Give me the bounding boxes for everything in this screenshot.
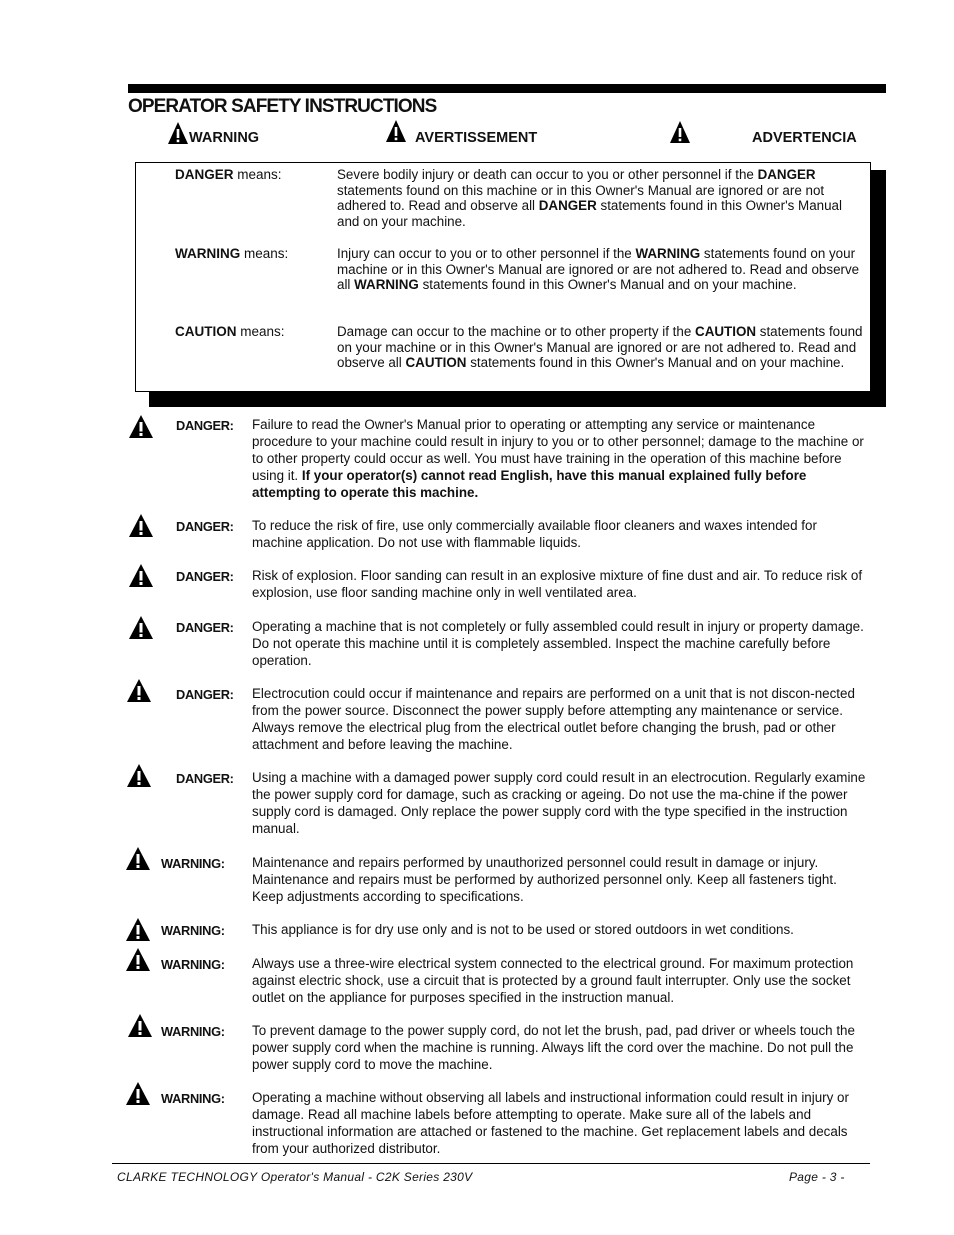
definition-text: Damage can occur to the machine or to other property if the CAUTION statements found on your machine or in this Owner's Manual are ignored or are not adhered to. Read and observe all CAUTION statements found in this Owner's Manual and on your machine. <box>337 324 863 371</box>
footer-title: CLARKE TECHNOLOGY Operator's Manual - C2K Series 230V <box>117 1170 473 1184</box>
item-text: Using a machine with a damaged power supply cord could result in an electrocution. Regularly examine the power supply cord for damage, such as cracking or ageing. Do not use the ma-chine if the power supply cord is damaged. Only replace the power supply cord with the type specified in the instruction manual. <box>252 770 866 836</box>
item-text: Operating a machine without observing all labels and instructional information could result in injury or damage. Read all machine labels before attempting to operate. Make sure all of the labels and instructional information are attached or fastened to the machine. Get replacement labels and decals from your authorized distributor. <box>252 1090 849 1156</box>
item-text: Maintenance and repairs performed by unauthorized personnel could result in damage or injury. Maintenance and repairs must be performed by authorized personnel only. Keep all fasteners tight. Keep adjustments according to specifications. <box>252 855 837 904</box>
item-label: DANGER: <box>176 418 234 433</box>
warning-triangle-icon <box>128 414 154 439</box>
item-label: WARNING: <box>161 1024 225 1039</box>
definition-text: Severe bodily injury or death can occur to you or other personnel if the DANGER statements found on this machine or in this Owner's Manual are ignored or are not adhered to. Read and observe all DANGER statements found in this Owner's Manual and on your machine. <box>337 167 842 230</box>
warning-triangle-icon <box>125 1081 151 1106</box>
warning-triangle-icon <box>128 563 154 588</box>
item-label: WARNING: <box>161 1091 225 1106</box>
item-text: Electrocution could occur if maintenance and repairs are performed on a unit that is not discon-nected from the power source. Disconnect the power supply before attempting any maintenance or service. Always remove the electrical plug from the electrical outlet before changing the brush, pad or other attachment and before leaving the machine. <box>252 686 855 752</box>
item-text: To reduce the risk of fire, use only commercially available floor cleaners and waxes intended for machine application. Do not use with flammable liquids. <box>252 518 817 550</box>
item-text: This appliance is for dry use only and is not to be used or stored outdoors in wet conditions. <box>252 922 794 937</box>
warning-triangle-icon <box>167 121 189 145</box>
item-label: DANGER: <box>176 771 234 786</box>
item-label: DANGER: <box>176 620 234 635</box>
header-warning: WARNING <box>189 130 260 146</box>
item-label: WARNING: <box>161 957 225 972</box>
warning-triangle-icon <box>125 846 151 871</box>
warning-triangle-icon <box>126 678 152 703</box>
warning-triangle-icon <box>385 119 407 143</box>
item-label: WARNING: <box>161 923 225 938</box>
definition-text: Injury can occur to you or to other personnel if the WARNING statements found on your machine or in this Owner's Manual are ignored or are not adhered to. Read and observe all WARNING statements found in this Owner's Manual and on your machine. <box>337 246 860 293</box>
item-text: Always use a three-wire electrical system connected to the electrical ground. For maximum protection against electric shock, use a circuit that is protected by a ground fault interrupter. Only use the socket outlet on the appliance for purposes specified in the instruction manual. <box>252 956 854 1005</box>
footer-rule <box>112 1163 870 1164</box>
warning-triangle-icon <box>125 917 151 942</box>
definition-term: DANGER means: <box>175 167 282 182</box>
header-advertencia: ADVERTENCIA <box>752 130 857 146</box>
definition-term: CAUTION means: <box>175 324 285 339</box>
definition-term: WARNING means: <box>175 246 289 261</box>
warning-triangle-icon <box>125 947 151 972</box>
header-avertissement: AVERTISSEMENT <box>415 130 538 146</box>
warning-triangle-icon <box>128 615 154 640</box>
item-label: DANGER: <box>176 687 234 702</box>
item-text: Risk of explosion. Floor sanding can result in an explosive mixture of fine dust and air. To reduce risk of explosion, use floor sanding machine only in well ventilated area. <box>252 568 863 600</box>
warning-triangle-icon <box>128 513 154 538</box>
item-label: WARNING: <box>161 856 225 871</box>
item-text: Failure to read the Owner's Manual prior to operating or attempting any service or maintenance procedure to your machine could result in injury to you or to other personnel; damage to the machine or to other property could occur as well. You must have training in the operation of this machine before using it. If your operator(s) cannot read English, have this manual explained fully before attempting to operate this machine. <box>252 417 864 500</box>
warning-triangle-icon <box>127 1013 153 1038</box>
top-rule <box>128 84 886 93</box>
definitions-box <box>135 162 871 392</box>
item-label: DANGER: <box>176 519 234 534</box>
item-text: Operating a machine that is not completely or fully assembled could result in injury or property damage. Do not operate this machine until it is completely assembled. Inspect the machine carefully before operation. <box>252 619 864 668</box>
item-text: To prevent damage to the power supply cord, do not let the brush, pad, pad driver or wheels touch the power supply cord when the machine is running. Always lift the cord over the machine. Do not pull the power supply cord to move the machine. <box>252 1023 855 1072</box>
warning-triangle-icon <box>669 120 691 144</box>
page-number: Page - 3 - <box>789 1170 845 1184</box>
warning-triangle-icon <box>126 763 152 788</box>
page-title: OPERATOR SAFETY INSTRUCTIONS <box>128 96 437 117</box>
item-label: DANGER: <box>176 569 234 584</box>
